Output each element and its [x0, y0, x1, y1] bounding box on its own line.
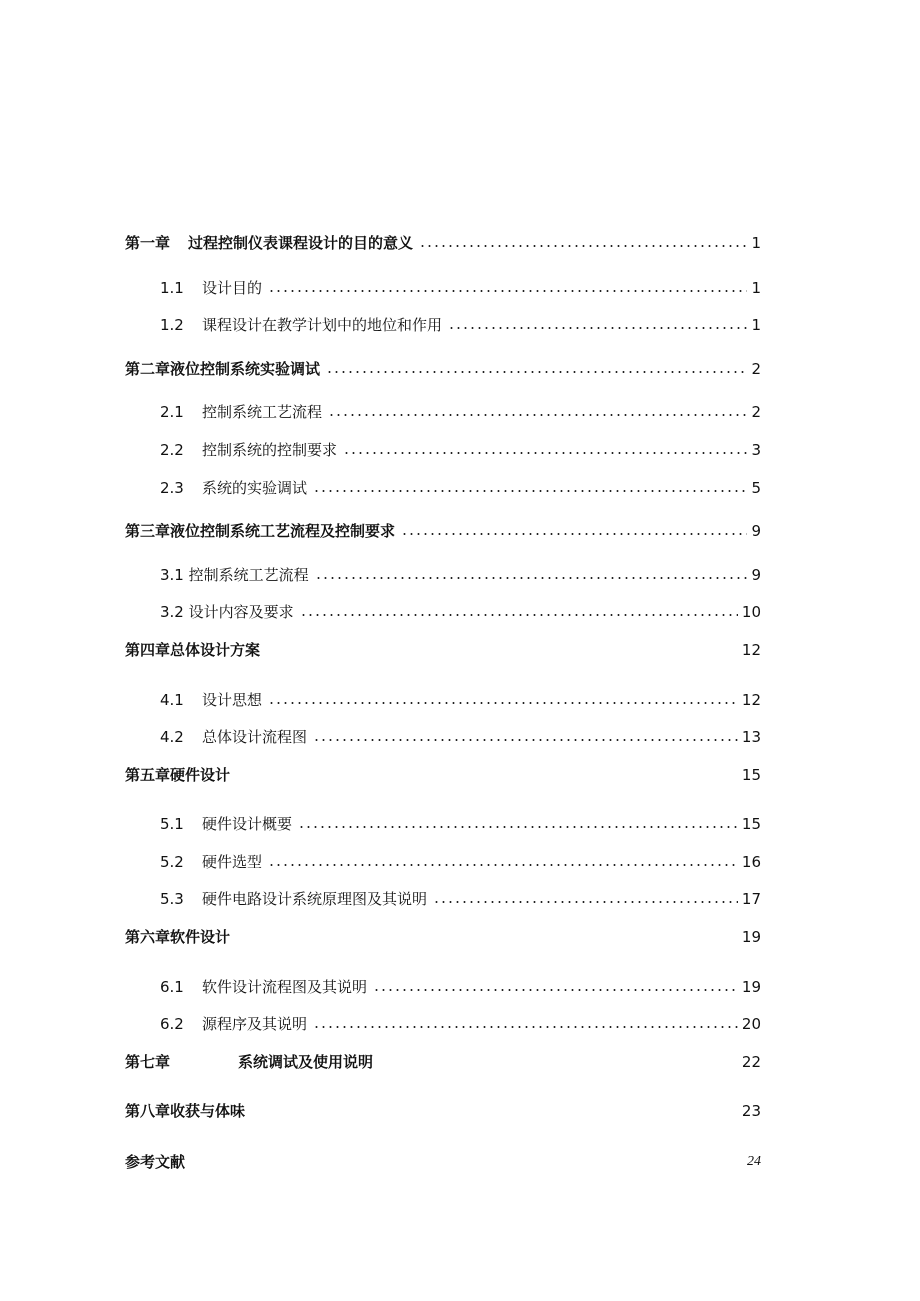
- dot-leader: [268, 702, 738, 704]
- section-number: 2.1: [160, 403, 184, 421]
- dot-leader: [448, 327, 747, 329]
- section-title: 控制系统工艺流程: [202, 403, 323, 421]
- toc-entry-3-2[interactable]: [160, 600, 761, 624]
- page-number: 1: [751, 234, 761, 252]
- toc-entry-1-2[interactable]: [160, 313, 761, 337]
- dot-leader: [373, 989, 738, 991]
- section-title: 系统的实验调试: [202, 479, 308, 497]
- page-number: 13: [741, 728, 761, 746]
- section-number: 6.1: [160, 978, 184, 996]
- page-number: 5: [751, 479, 761, 497]
- dot-leader: [401, 533, 747, 535]
- toc-entry-chapter-4[interactable]: [125, 638, 761, 662]
- page-number: 1: [751, 279, 761, 297]
- page-number: 1: [751, 316, 761, 334]
- page-number: 24: [747, 1154, 761, 1169]
- page-number: 19: [741, 978, 761, 996]
- toc-entry-chapter-5[interactable]: [125, 763, 761, 787]
- page-number: 22: [741, 1053, 761, 1071]
- chapter-number: 第一章: [125, 234, 171, 252]
- dot-leader: [315, 577, 748, 579]
- page-number: 12: [741, 641, 761, 659]
- section-title: 课程设计在教学计划中的地位和作用: [202, 316, 443, 334]
- toc-entry-chapter-7[interactable]: [125, 1050, 761, 1074]
- section-title: 硬件设计概要: [202, 815, 293, 833]
- toc-entry-5-3[interactable]: [160, 887, 761, 911]
- section-number: 1.1: [160, 279, 184, 297]
- chapter-title: 第四章总体设计方案: [125, 641, 261, 659]
- dot-leader: [300, 614, 738, 616]
- page-number: 10: [741, 603, 761, 621]
- toc-entry-chapter-8[interactable]: [125, 1099, 761, 1123]
- section-number: 4.1: [160, 691, 184, 709]
- section-title: 软件设计流程图及其说明: [202, 978, 368, 996]
- page-number: 2: [751, 403, 761, 421]
- page-number: 20: [741, 1015, 761, 1033]
- chapter-title: 第八章收获与体味: [125, 1102, 246, 1120]
- dot-leader: [326, 371, 747, 373]
- section-title: 总体设计流程图: [202, 728, 308, 746]
- section-number: 5.1: [160, 815, 184, 833]
- page-number: 9: [751, 566, 761, 584]
- section-title: 设计目的: [202, 279, 263, 297]
- toc-entry-6-1[interactable]: [160, 975, 761, 999]
- page-number: 15: [741, 815, 761, 833]
- chapter-title: 第二章液位控制系统实验调试: [125, 360, 321, 378]
- references-title: 参考文献: [125, 1153, 186, 1171]
- dot-leader: [268, 290, 747, 292]
- chapter-title: 第六章软件设计: [125, 928, 231, 946]
- section-title: 硬件电路设计系统原理图及其说明: [202, 890, 428, 908]
- dot-leader: [313, 1026, 738, 1028]
- toc-entry-chapter-1[interactable]: [125, 231, 761, 255]
- page-number: 15: [741, 766, 761, 784]
- dot-leader: [268, 864, 738, 866]
- section-title: 设计思想: [202, 691, 263, 709]
- page-number: 12: [741, 691, 761, 709]
- toc-entry-chapter-3[interactable]: [125, 519, 761, 543]
- section-title: 控制系统的控制要求: [202, 441, 338, 459]
- page-number: 23: [741, 1102, 761, 1120]
- toc-entry-1-1[interactable]: [160, 276, 761, 300]
- toc-entry-references[interactable]: [125, 1150, 761, 1174]
- chapter-title: 第五章硬件设计: [125, 766, 231, 784]
- dot-leader: [433, 901, 738, 903]
- dot-leader: [419, 245, 747, 247]
- section-number: 4.2: [160, 728, 184, 746]
- toc-entry-5-1[interactable]: [160, 812, 761, 836]
- toc-entry-4-1[interactable]: [160, 688, 761, 712]
- dot-leader: [298, 826, 738, 828]
- page-number: 16: [741, 853, 761, 871]
- section-title: 3.1 控制系统工艺流程: [160, 566, 309, 584]
- page-number: 2: [751, 360, 761, 378]
- section-title: 3.2 设计内容及要求: [160, 603, 294, 621]
- toc-entry-2-2[interactable]: [160, 438, 761, 462]
- chapter-title: 过程控制仪表课程设计的目的意义: [188, 234, 414, 252]
- toc-entry-5-2[interactable]: [160, 850, 761, 874]
- toc-entry-chapter-6[interactable]: [125, 925, 761, 949]
- section-number: 2.3: [160, 479, 184, 497]
- toc-entry-2-1[interactable]: [160, 400, 761, 424]
- section-number: 1.2: [160, 316, 184, 334]
- toc-entry-4-2[interactable]: [160, 725, 761, 749]
- section-number: 2.2: [160, 441, 184, 459]
- chapter-title: 系统调试及使用说明: [238, 1053, 374, 1071]
- section-title: 硬件选型: [202, 853, 263, 871]
- dot-leader: [328, 414, 747, 416]
- section-number: 5.2: [160, 853, 184, 871]
- toc-entry-6-2[interactable]: [160, 1012, 761, 1036]
- page-number: 3: [751, 441, 761, 459]
- toc-entry-2-3[interactable]: [160, 476, 761, 500]
- toc-entry-3-1[interactable]: [160, 563, 761, 587]
- dot-leader: [313, 490, 747, 492]
- page-number: 9: [751, 522, 761, 540]
- dot-leader: [343, 452, 747, 454]
- chapter-title: 第三章液位控制系统工艺流程及控制要求: [125, 522, 396, 540]
- section-number: 5.3: [160, 890, 184, 908]
- section-title: 源程序及其说明: [202, 1015, 308, 1033]
- page-number: 19: [741, 928, 761, 946]
- dot-leader: [313, 739, 738, 741]
- toc-entry-chapter-2[interactable]: [125, 357, 761, 381]
- section-number: 6.2: [160, 1015, 184, 1033]
- chapter-number: 第七章: [125, 1053, 171, 1071]
- page-number: 17: [741, 890, 761, 908]
